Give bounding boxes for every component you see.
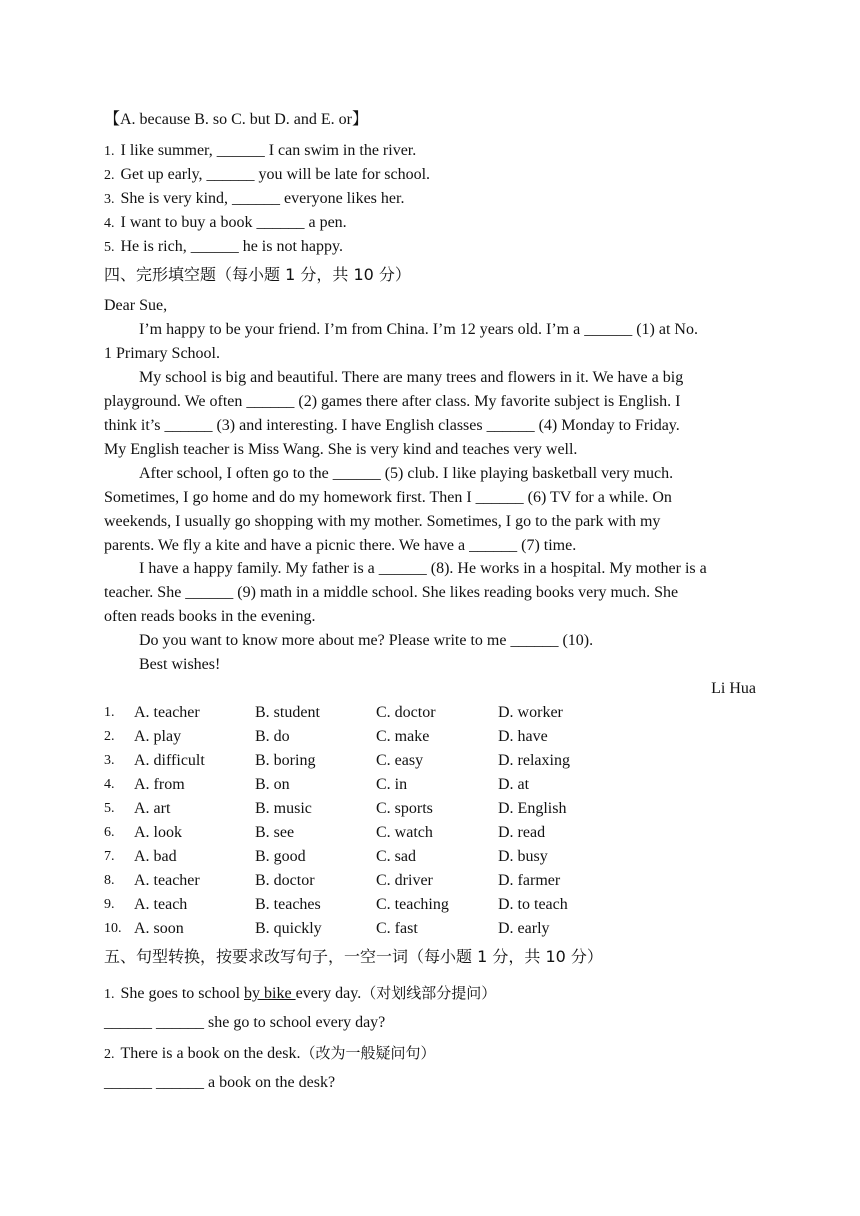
option-d: D. to teach [498, 896, 568, 913]
option-a: A. play [134, 728, 182, 745]
option-d: D. read [498, 824, 546, 841]
option-a: A. difficult [134, 752, 205, 769]
option-d: D. have [498, 728, 548, 745]
item-number: 3. [104, 192, 115, 207]
section4-heading: 四、完形填空题（每小题 1 分，共 10 分） [104, 265, 411, 284]
item-number: 4. [104, 216, 115, 231]
option-a: A. look [134, 824, 182, 841]
section3-item [104, 237, 343, 258]
option-number: 1. [104, 705, 115, 720]
option-number: 2. [104, 729, 115, 744]
option-b: B. do [255, 728, 290, 745]
option-c: C. in [376, 776, 408, 793]
option-d: D. relaxing [498, 752, 570, 769]
option-b: B. boring [255, 752, 316, 769]
item-text: She is very kind, ______ everyone likes her. [120, 190, 405, 207]
option-a: A. teacher [134, 704, 200, 721]
question-instruction: （改为一般疑问句） [300, 1044, 436, 1062]
underlined-phrase: by bike [244, 985, 296, 1002]
option-b: B. music [255, 800, 312, 817]
option-number: 7. [104, 849, 115, 864]
option-b: B. good [255, 848, 306, 865]
option-c: C. watch [376, 824, 433, 841]
item-number: 2. [104, 168, 115, 183]
item-text: He is rich, ______ he is not happy. [120, 238, 343, 255]
option-number: 9. [104, 897, 115, 912]
option-b: B. doctor [255, 872, 315, 889]
option-c: C. sports [376, 800, 433, 817]
option-d: D. worker [498, 704, 563, 721]
option-number: 10. [104, 921, 122, 936]
letter-signature: Li Hua [711, 680, 756, 697]
option-d: D. busy [498, 848, 548, 865]
option-b: B. on [255, 776, 290, 793]
question-text-before: She goes to school [120, 985, 245, 1002]
letter-line: My English teacher is Miss Wang. She is very kind and teaches very well. [104, 441, 578, 458]
option-number: 3. [104, 753, 115, 768]
question-instruction: （对划线部分提问） [361, 984, 497, 1002]
question-text: There is a book on the desk. [120, 1045, 301, 1062]
answer-line: ______ ______ a book on the desk? [104, 1074, 336, 1091]
option-number: 4. [104, 777, 115, 792]
option-b: B. student [255, 704, 320, 721]
letter-line: Sometimes, I go home and do my homework first. Then I ______ (6) TV for a while. On [104, 489, 672, 506]
option-number: 8. [104, 873, 115, 888]
answer-line: ______ ______ she go to school every day? [104, 1014, 386, 1031]
item-text: I want to buy a book ______ a pen. [120, 214, 347, 231]
option-c: C. make [376, 728, 430, 745]
section3-item [104, 165, 430, 186]
option-b: B. see [255, 824, 295, 841]
section5-heading: 五、句型转换，按要求改写句子，一空一词（每小题 1 分，共 10 分） [104, 947, 603, 966]
option-d: D. at [498, 776, 530, 793]
option-number: 6. [104, 825, 115, 840]
letter-line: weekends, I usually go shopping with my mother. Sometimes, I go to the park with my [104, 513, 661, 530]
option-c: C. easy [376, 752, 424, 769]
option-a: A. art [134, 800, 171, 817]
option-a: A. bad [134, 848, 177, 865]
letter-line: playground. We often ______ (2) games there after class. My favorite subject is English. I [104, 393, 681, 410]
letter-line: parents. We fly a kite and have a picnic there. We have a ______ (7) time. [104, 537, 577, 554]
letter-line: Do you want to know more about me? Please write to me ______ (10). [139, 632, 594, 649]
option-b: B. quickly [255, 920, 322, 937]
item-text: I like summer, ______ I can swim in the river. [120, 142, 417, 159]
question-number: 1. [104, 987, 115, 1002]
letter-line: 1 Primary School. [104, 345, 220, 362]
section5-question-1 [104, 983, 496, 1005]
option-c: C. sad [376, 848, 416, 865]
letter-closing: Best wishes! [139, 656, 221, 673]
option-c: C. teaching [376, 896, 449, 913]
option-a: A. teach [134, 896, 188, 913]
option-a: A. teacher [134, 872, 200, 889]
section3-item [104, 189, 404, 210]
item-text: Get up early, ______ you will be late for school. [120, 166, 431, 183]
item-number: 1. [104, 144, 115, 159]
option-number: 5. [104, 801, 115, 816]
letter-greeting: Dear Sue, [104, 297, 168, 314]
word-bank: 【A. because B. so C. but D. and E. or】 [104, 111, 368, 128]
letter-line: I’m happy to be your friend. I’m from China. I’m 12 years old. I’m a ______ (1) at No. [139, 321, 698, 338]
option-d: D. English [498, 800, 567, 817]
option-d: D. farmer [498, 872, 561, 889]
letter-line: teacher. She ______ (9) math in a middle school. She likes reading books very much. She [104, 584, 679, 601]
option-c: C. fast [376, 920, 418, 937]
letter-line: After school, I often go to the ______ (5) club. I like playing basketball very much. [139, 465, 674, 482]
option-a: A. soon [134, 920, 184, 937]
question-number: 2. [104, 1047, 115, 1062]
option-d: D. early [498, 920, 550, 937]
item-number: 5. [104, 240, 115, 255]
letter-line: My school is big and beautiful. There are many trees and flowers in it. We have a big [139, 369, 684, 386]
letter-line: often reads books in the evening. [104, 608, 316, 625]
option-c: C. driver [376, 872, 433, 889]
option-a: A. from [134, 776, 185, 793]
letter-line: I have a happy family. My father is a ______ (8). He works in a hospital. My mother is a [139, 560, 707, 577]
question-text-after: every day. [295, 985, 362, 1002]
option-b: B. teaches [255, 896, 321, 913]
option-c: C. doctor [376, 704, 436, 721]
section3-item [104, 141, 416, 162]
letter-line: think it’s ______ (3) and interesting. I have English classes ______ (4) Monday to Friday. [104, 417, 680, 434]
section5-question-2 [104, 1043, 435, 1065]
section3-item [104, 213, 347, 234]
